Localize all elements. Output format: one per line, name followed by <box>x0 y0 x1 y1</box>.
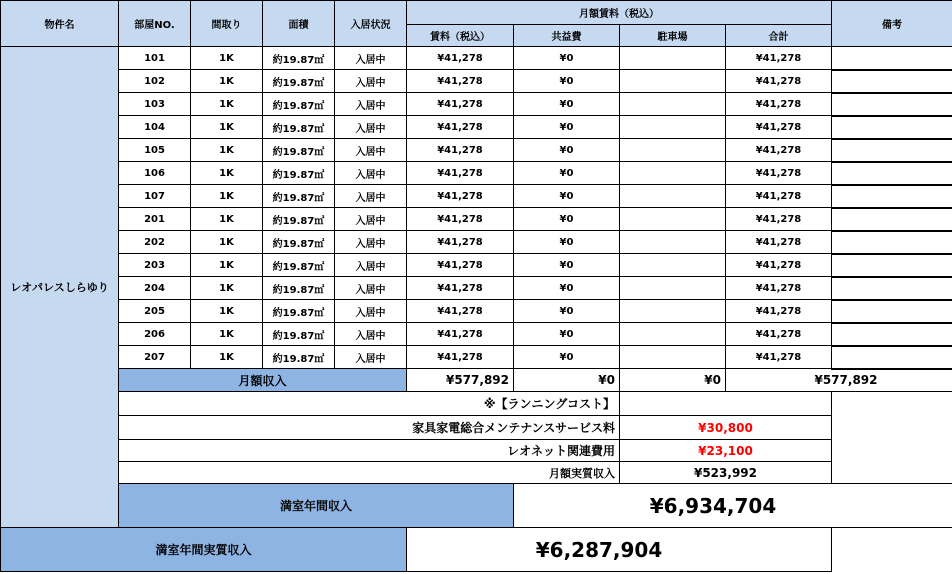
room-number: 207 <box>119 346 191 369</box>
room-layout: 1K <box>191 346 263 369</box>
room-rent: ¥41,278 <box>407 47 514 70</box>
room-layout: 1K <box>191 231 263 254</box>
annual-full-value: ¥6,934,704 <box>514 484 952 528</box>
room-number: 202 <box>119 231 191 254</box>
room-number: 204 <box>119 277 191 300</box>
room-parking <box>620 323 726 346</box>
header-layout: 間取り <box>191 1 263 47</box>
table-row <box>1 346 952 369</box>
room-number: 104 <box>119 116 191 139</box>
room-number: 105 <box>119 139 191 162</box>
room-layout: 1K <box>191 208 263 231</box>
header-parking: 駐車場 <box>620 25 726 47</box>
room-total: ¥41,278 <box>726 277 832 300</box>
room-number: 205 <box>119 300 191 323</box>
header-common-fee: 共益費 <box>514 25 620 47</box>
table-row <box>1 139 952 162</box>
table-row <box>1 116 952 139</box>
room-total: ¥41,278 <box>726 139 832 162</box>
room-total: ¥41,278 <box>726 231 832 254</box>
monthly-income-total: ¥577,892 <box>726 369 952 392</box>
room-number: 103 <box>119 93 191 116</box>
room-remarks <box>832 346 952 369</box>
header-rent: 賃料（税込） <box>407 25 514 47</box>
room-total: ¥41,278 <box>726 323 832 346</box>
room-status: 入居中 <box>335 139 407 162</box>
room-common-fee: ¥0 <box>514 162 620 185</box>
room-area: 約19.87㎡ <box>263 300 335 323</box>
room-common-fee: ¥0 <box>514 47 620 70</box>
room-remarks <box>832 300 952 323</box>
running-cost-heading: ※【ランニングコスト】 <box>119 392 620 416</box>
room-common-fee: ¥0 <box>514 185 620 208</box>
room-total: ¥41,278 <box>726 47 832 70</box>
annual-net-label: 満室年間実質収入 <box>1 528 407 572</box>
room-remarks <box>832 208 952 231</box>
room-common-fee: ¥0 <box>514 346 620 369</box>
room-status: 入居中 <box>335 116 407 139</box>
leonet-fee-value: ¥23,100 <box>620 440 832 462</box>
room-total: ¥41,278 <box>726 300 832 323</box>
room-rent: ¥41,278 <box>407 346 514 369</box>
annual-full-label: 満室年間収入 <box>119 484 514 528</box>
room-area: 約19.87㎡ <box>263 70 335 93</box>
table-row <box>1 323 952 346</box>
table-row <box>1 254 952 277</box>
room-common-fee: ¥0 <box>514 208 620 231</box>
monthly-income-label: 月額収入 <box>119 369 407 392</box>
room-rent: ¥41,278 <box>407 231 514 254</box>
room-remarks <box>832 162 952 185</box>
room-rent: ¥41,278 <box>407 93 514 116</box>
room-area: 約19.87㎡ <box>263 323 335 346</box>
room-layout: 1K <box>191 300 263 323</box>
net-monthly-value: ¥523,992 <box>620 462 832 484</box>
room-rent: ¥41,278 <box>407 254 514 277</box>
room-common-fee: ¥0 <box>514 254 620 277</box>
room-layout: 1K <box>191 323 263 346</box>
room-area: 約19.87㎡ <box>263 47 335 70</box>
maintenance-fee-label: 家具家電総合メンテナンスサービス料 <box>119 416 620 440</box>
header-total: 合計 <box>726 25 832 47</box>
monthly-income-rent: ¥577,892 <box>407 369 514 392</box>
room-rent: ¥41,278 <box>407 185 514 208</box>
room-parking <box>620 139 726 162</box>
room-rent: ¥41,278 <box>407 300 514 323</box>
room-total: ¥41,278 <box>726 254 832 277</box>
room-status: 入居中 <box>335 208 407 231</box>
room-parking <box>620 277 726 300</box>
room-rent: ¥41,278 <box>407 139 514 162</box>
room-parking <box>620 162 726 185</box>
room-status: 入居中 <box>335 346 407 369</box>
room-status: 入居中 <box>335 93 407 116</box>
room-common-fee: ¥0 <box>514 139 620 162</box>
room-remarks <box>832 277 952 300</box>
room-parking <box>620 208 726 231</box>
header-remarks: 備考 <box>832 1 952 47</box>
room-rent: ¥41,278 <box>407 277 514 300</box>
room-status: 入居中 <box>335 300 407 323</box>
room-rent: ¥41,278 <box>407 208 514 231</box>
room-remarks <box>832 139 952 162</box>
room-total: ¥41,278 <box>726 185 832 208</box>
room-remarks <box>832 231 952 254</box>
header-occupancy: 入居状況 <box>335 1 407 47</box>
room-total: ¥41,278 <box>726 70 832 93</box>
room-parking <box>620 185 726 208</box>
room-status: 入居中 <box>335 47 407 70</box>
header-area: 面積 <box>263 1 335 47</box>
room-remarks <box>832 323 952 346</box>
room-status: 入居中 <box>335 70 407 93</box>
room-number: 203 <box>119 254 191 277</box>
table-row <box>1 300 952 323</box>
room-parking <box>620 93 726 116</box>
room-common-fee: ¥0 <box>514 70 620 93</box>
room-parking <box>620 346 726 369</box>
room-remarks <box>832 254 952 277</box>
room-area: 約19.87㎡ <box>263 185 335 208</box>
room-area: 約19.87㎡ <box>263 139 335 162</box>
room-parking <box>620 300 726 323</box>
room-area: 約19.87㎡ <box>263 93 335 116</box>
room-number: 107 <box>119 185 191 208</box>
room-parking <box>620 231 726 254</box>
table-row <box>1 47 952 70</box>
net-monthly-label: 月額実質収入 <box>119 462 620 484</box>
room-area: 約19.87㎡ <box>263 162 335 185</box>
table-row <box>1 185 952 208</box>
room-number: 206 <box>119 323 191 346</box>
room-remarks <box>832 70 952 93</box>
room-rent: ¥41,278 <box>407 116 514 139</box>
room-rent: ¥41,278 <box>407 323 514 346</box>
room-parking <box>620 116 726 139</box>
table-row <box>1 93 952 116</box>
room-total: ¥41,278 <box>726 346 832 369</box>
room-common-fee: ¥0 <box>514 116 620 139</box>
table-row <box>1 162 952 185</box>
room-parking <box>620 70 726 93</box>
room-area: 約19.87㎡ <box>263 254 335 277</box>
monthly-income-parking: ¥0 <box>620 369 726 392</box>
room-status: 入居中 <box>335 277 407 300</box>
room-remarks <box>832 185 952 208</box>
room-layout: 1K <box>191 116 263 139</box>
table-row <box>1 70 952 93</box>
room-parking <box>620 47 726 70</box>
room-remarks <box>832 47 952 70</box>
room-layout: 1K <box>191 47 263 70</box>
room-layout: 1K <box>191 139 263 162</box>
monthly-income-common: ¥0 <box>514 369 620 392</box>
room-common-fee: ¥0 <box>514 300 620 323</box>
room-area: 約19.87㎡ <box>263 231 335 254</box>
room-number: 201 <box>119 208 191 231</box>
table-row <box>1 208 952 231</box>
header-property: 物件名 <box>1 1 119 47</box>
room-common-fee: ¥0 <box>514 93 620 116</box>
room-total: ¥41,278 <box>726 162 832 185</box>
room-parking <box>620 254 726 277</box>
room-number: 101 <box>119 47 191 70</box>
room-status: 入居中 <box>335 231 407 254</box>
room-layout: 1K <box>191 185 263 208</box>
room-status: 入居中 <box>335 185 407 208</box>
room-layout: 1K <box>191 70 263 93</box>
room-total: ¥41,278 <box>726 116 832 139</box>
maintenance-fee-value: ¥30,800 <box>620 416 832 440</box>
header-monthly-rent: 月額賃料（税込） <box>407 1 832 25</box>
room-area: 約19.87㎡ <box>263 346 335 369</box>
room-remarks <box>832 93 952 116</box>
room-number: 102 <box>119 70 191 93</box>
room-status: 入居中 <box>335 323 407 346</box>
room-common-fee: ¥0 <box>514 277 620 300</box>
room-layout: 1K <box>191 277 263 300</box>
room-total: ¥41,278 <box>726 208 832 231</box>
room-common-fee: ¥0 <box>514 231 620 254</box>
room-number: 106 <box>119 162 191 185</box>
room-rent: ¥41,278 <box>407 162 514 185</box>
room-total: ¥41,278 <box>726 93 832 116</box>
room-area: 約19.87㎡ <box>263 277 335 300</box>
property-name: レオパレスしらゆり <box>1 47 119 528</box>
header-room-no: 部屋NO. <box>119 1 191 47</box>
room-layout: 1K <box>191 254 263 277</box>
room-remarks <box>832 116 952 139</box>
room-status: 入居中 <box>335 254 407 277</box>
room-common-fee: ¥0 <box>514 323 620 346</box>
running-cost-heading-value <box>620 392 832 416</box>
table-row <box>1 231 952 254</box>
room-layout: 1K <box>191 93 263 116</box>
room-rent: ¥41,278 <box>407 70 514 93</box>
room-area: 約19.87㎡ <box>263 208 335 231</box>
room-layout: 1K <box>191 162 263 185</box>
leonet-fee-label: レオネット関連費用 <box>119 440 620 462</box>
room-area: 約19.87㎡ <box>263 116 335 139</box>
annual-net-value: ¥6,287,904 <box>407 528 832 572</box>
room-status: 入居中 <box>335 162 407 185</box>
table-row <box>1 277 952 300</box>
